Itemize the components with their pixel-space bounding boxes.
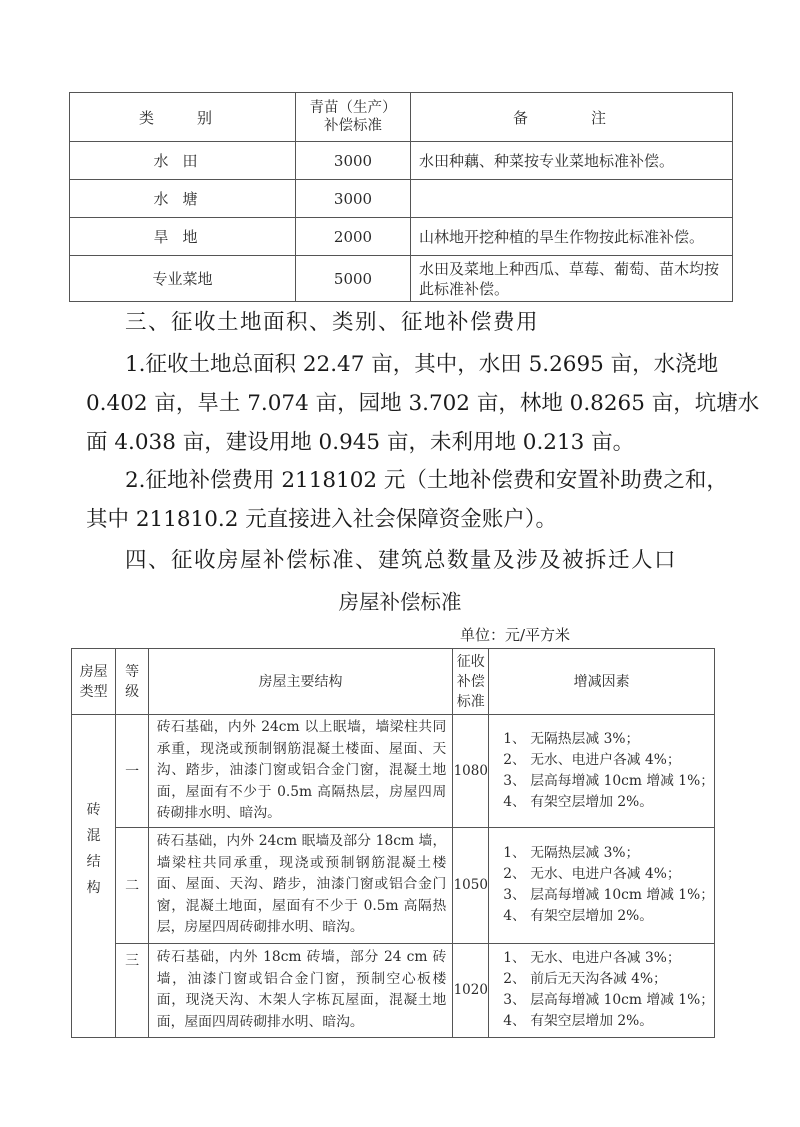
header-house-type: 房屋 类型 (72, 649, 116, 715)
house-compensation-table (71, 648, 715, 1038)
category-cell: 专业菜地 (70, 256, 296, 302)
header-category: 类 别 (70, 93, 296, 142)
standard-cell: 1050 (453, 827, 489, 943)
house-type-cell: 砖 混 结 构 (72, 715, 116, 1038)
category-cell: 旱地 (70, 218, 296, 256)
header-structure: 房屋主要结构 (148, 649, 452, 715)
crop-compensation-table (69, 92, 733, 302)
paragraph-compensation-line1: 2.征地补偿费用 2118102 元（土地补偿费和安置补助费之和， (125, 468, 728, 493)
factors-cell: 1、 无隔热层减 3%； 2、 无水、电进户各减 4%； 3、 层高每增减 10cm 增减 1%； 4、 有架空层增加 2%。 (489, 827, 715, 943)
standard-cell: 1020 (453, 943, 489, 1037)
note-cell (411, 180, 733, 218)
header-grade: 等 级 (116, 649, 148, 715)
structure-cell: 砖石基础，内外 18cm 砖墙，部分 24 cm 砖墙，油漆门窗或铝合金门窗，预制空心板楼面，现浇天沟、木架人字栋瓦屋面，混凝土地面，屋面四周砖砌排水明、暗沟。 (148, 943, 452, 1037)
paragraph-land-area-line2: 0.402 亩，旱土 7.074 亩，园地 3.702 亩，林地 0.8265 亩，坑塘水 (86, 391, 760, 416)
table-row (72, 715, 715, 828)
paragraph-land-area-line3: 面 4.038 亩，建设用地 0.945 亩，未利用地 0.213 亩。 (86, 430, 635, 455)
house-table-title: 房屋补偿标准 (338, 590, 462, 614)
standard-cell: 3000 (296, 180, 411, 218)
section3-heading: 三、征收土地面积、类别、征地补偿费用 (125, 310, 540, 335)
header-note: 备 注 (411, 93, 733, 142)
standard-cell: 3000 (296, 142, 411, 180)
category-cell: 水塘 (70, 180, 296, 218)
table-row (70, 180, 733, 218)
paragraph-land-area-line1: 1.征收土地总面积 22.47 亩，其中，水田 5.2695 亩，水浇地 (125, 352, 719, 377)
table-row (70, 218, 733, 256)
structure-cell: 砖石基础，内外 24cm 以上眠墙，墙梁柱共同承重，现浇或预制钢筋混凝土楼面、屋面、天沟、踏步，油漆门窗或铝合金门窗，混凝土地面，屋面有不少于 0.5m 高隔热层，房屋四周砖砌排水明、暗沟。 (148, 715, 452, 828)
factors-cell: 1、 无水、电进户各减 3%； 2、 前后无天沟各减 4%； 3、 层高每增减 10cm 增减 1%； 4、 有架空层增加 2%。 (489, 943, 715, 1037)
grade-cell: 二 (116, 827, 148, 943)
note-cell: 山林地开挖种植的旱生作物按此标准补偿。 (411, 218, 733, 256)
category-cell: 水田 (70, 142, 296, 180)
standard-cell: 2000 (296, 218, 411, 256)
header-factors: 增减因素 (489, 649, 715, 715)
grade-cell: 三 (116, 943, 148, 1037)
table-header-row (72, 649, 715, 715)
section4-heading: 四、征收房屋补偿标准、建筑总数量及涉及被拆迁人口 (125, 548, 678, 573)
header-standard: 征收 补偿 标准 (453, 649, 489, 715)
table-header-row (70, 93, 733, 142)
grade-cell: 一 (116, 715, 148, 828)
note-cell: 水田及菜地上种西瓜、草莓、葡萄、苗木均按此标准补偿。 (411, 256, 733, 302)
structure-cell: 砖石基础，内外 24cm 眠墙及部分 18cm 墙，墙梁柱共同承重，现浇或预制钢筋混凝土楼面、屋面、天沟、踏步，油漆门窗或铝合金门窗，混凝土地面，屋面有不少于 0.5m 高隔热层，房屋四周砖砌排水明、暗沟。 (148, 827, 452, 943)
factors-cell: 1、 无隔热层减 3%； 2、 无水、电进户各减 4%； 3、 层高每增减 10cm 增减 1%； 4、 有架空层增加 2%。 (489, 715, 715, 828)
paragraph-compensation-line2: 其中 211810.2 元直接进入社会保障资金账户）。 (86, 507, 558, 532)
standard-cell: 1080 (453, 715, 489, 828)
table-row (72, 943, 715, 1037)
table-row (70, 142, 733, 180)
table-row (70, 256, 733, 302)
unit-label: 单位：元/平方米 (460, 626, 571, 644)
header-standard: 青苗（生产） 补偿标准 (296, 93, 411, 142)
note-cell: 水田种藕、种菜按专业菜地标准补偿。 (411, 142, 733, 180)
table-row (72, 827, 715, 943)
standard-cell: 5000 (296, 256, 411, 302)
